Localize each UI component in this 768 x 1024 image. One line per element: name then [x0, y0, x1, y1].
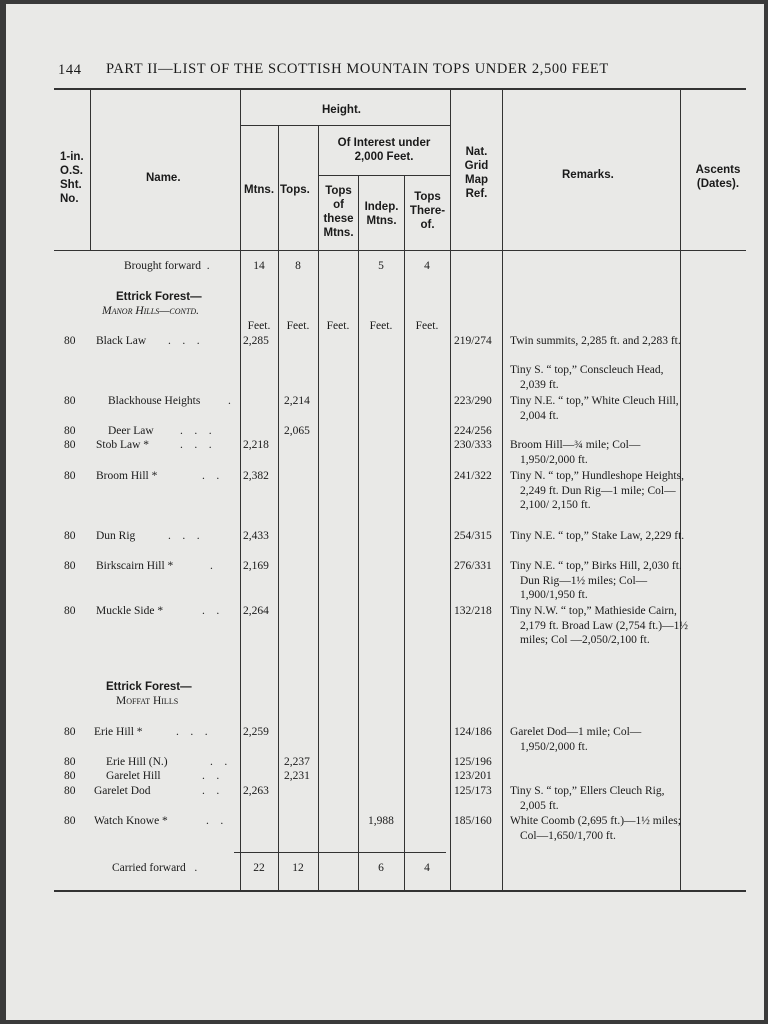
- brought-forward-label: Brought forward .: [124, 260, 210, 272]
- row-mtns: 2,285: [243, 335, 269, 347]
- row-name: Birkscairn Hill *: [96, 560, 174, 572]
- page-number: 144: [58, 62, 82, 78]
- row-grid: 241/322: [454, 470, 492, 482]
- interest-rule: [318, 175, 450, 176]
- col-divider: [90, 90, 91, 250]
- row-name: Erie Hill (N.): [106, 756, 168, 768]
- leader-dots: . . .: [176, 726, 208, 738]
- row-name: Dun Rig: [96, 530, 136, 542]
- row-tops: 2,214: [284, 395, 310, 407]
- col-divider: [240, 90, 241, 890]
- row-sheet: 80: [64, 335, 76, 347]
- row-remark: Tiny N.E. “ top,” Birks Hill, 2,030 ft. Dun Rig—1½ miles; Col—1,900/1,950 ft.: [510, 560, 682, 601]
- row-name: Black Law: [96, 335, 147, 347]
- top-rule: [54, 88, 746, 90]
- row-tops: 2,231: [284, 770, 310, 782]
- header-name: Name.: [146, 172, 181, 184]
- row-name: Erie Hill *: [94, 726, 143, 738]
- carried-forward-tops-thereof: 4: [424, 862, 430, 874]
- leader-dots: . .: [202, 785, 220, 797]
- row-tops: 2,237: [284, 756, 310, 768]
- unit-tops-these: Feet.: [326, 320, 350, 332]
- row-name: Garelet Hill: [106, 770, 161, 782]
- row-grid: 132/218: [454, 605, 492, 617]
- row-sheet: 80: [64, 425, 76, 437]
- row-sheet: 80: [64, 726, 76, 738]
- row-sheet: 80: [64, 439, 76, 451]
- leader-dots: . .: [210, 756, 228, 768]
- brought-forward-mtns: 14: [253, 260, 265, 272]
- row-remark: Tiny N.W. “ top,” Mathieside Cairn, 2,179 ft. Broad Law (2,754 ft.)—1½ miles; Col —2,050/2,100 ft.: [510, 605, 688, 646]
- row-grid: 224/256: [454, 425, 492, 437]
- header-interest: Of Interest under 2,000 Feet.: [337, 137, 431, 163]
- bottom-rule: [54, 890, 746, 892]
- unit-tops: Feet.: [286, 320, 310, 332]
- leader-dots: . . .: [168, 530, 200, 542]
- brought-forward-indep: 5: [378, 260, 384, 272]
- row-name: Garelet Dod: [94, 785, 151, 797]
- leader-dots: .: [210, 560, 213, 572]
- header-bottom-rule: [54, 250, 746, 251]
- row-name: Broom Hill *: [96, 470, 158, 482]
- leader-dots: . . .: [180, 439, 212, 451]
- row-sheet: 80: [64, 605, 76, 617]
- section-title: Ettrick Forest—: [116, 291, 202, 303]
- row-sheet: 80: [64, 560, 76, 572]
- row-mtns: 2,264: [243, 605, 269, 617]
- row-sheet: 80: [64, 756, 76, 768]
- row-grid: 185/160: [454, 815, 492, 827]
- row-remark: Tiny N. “ top,” Hundleshope Heights, 2,249 ft. Dun Rig—1 mile; Col—2,100/ 2,150 ft.: [510, 470, 684, 511]
- row-sheet: 80: [64, 530, 76, 542]
- header-tops-these: Tops of these Mtns.: [323, 185, 354, 239]
- row-sheet: 80: [64, 770, 76, 782]
- section-subtitle: Manor Hills—contd.: [102, 305, 199, 317]
- row-grid: 230/333: [454, 439, 492, 451]
- book-page: [6, 4, 764, 1020]
- row-grid: 123/201: [454, 770, 492, 782]
- row-mtns: 2,169: [243, 560, 269, 572]
- row-mtns: 2,382: [243, 470, 269, 482]
- leader-dots: . . .: [180, 425, 212, 437]
- leader-dots: . . .: [168, 335, 200, 347]
- row-sheet: 80: [64, 785, 76, 797]
- row-grid: 219/274: [454, 335, 492, 347]
- header-tops-thereof: Tops There- of.: [409, 191, 446, 231]
- unit-indep: Feet.: [369, 320, 393, 332]
- header-mtns: Mtns.: [244, 184, 275, 196]
- row-name: Deer Law: [108, 425, 154, 437]
- col-divider: [318, 126, 319, 890]
- col-divider: [502, 90, 503, 890]
- header-height: Height.: [322, 104, 361, 116]
- unit-tops-thereof: Feet.: [415, 320, 439, 332]
- row-grid: 223/290: [454, 395, 492, 407]
- leader-dots: . .: [202, 770, 220, 782]
- col-divider: [358, 176, 359, 890]
- header-grid: Nat. Grid Map Ref.: [464, 146, 489, 200]
- row-name: Stob Law *: [96, 439, 150, 451]
- running-title: PART II—LIST OF THE SCOTTISH MOUNTAIN TOPS UNDER 2,500 FEET: [106, 61, 609, 77]
- row-remark: Twin summits, 2,285 ft. and 2,283 ft.: [510, 335, 681, 347]
- carried-rule: [234, 852, 446, 853]
- row-remark: Tiny N.E. “ top,” White Cleuch Hill, 2,004 ft.: [510, 395, 679, 422]
- row-tops: 2,065: [284, 425, 310, 437]
- row-name: Blackhouse Heights: [108, 395, 201, 407]
- row-grid: 276/331: [454, 560, 492, 572]
- row-name: Watch Knowe *: [94, 815, 168, 827]
- row-sheet: 80: [64, 395, 76, 407]
- row-sheet: 80: [64, 815, 76, 827]
- section-title: Ettrick Forest—: [106, 681, 192, 693]
- brought-forward-tops: 8: [295, 260, 301, 272]
- leader-dots: .: [228, 395, 231, 407]
- col-divider: [450, 90, 451, 890]
- row-remark: Tiny S. “ top,” Ellers Cleuch Rig, 2,005 ft.: [510, 785, 665, 812]
- section-subtitle: Moffat Hills: [116, 695, 179, 707]
- row-remark: Tiny N.E. “ top,” Stake Law, 2,229 ft.: [510, 530, 685, 542]
- col-divider: [404, 176, 405, 890]
- row-indep: 1,988: [368, 815, 394, 827]
- carried-forward-indep: 6: [378, 862, 384, 874]
- row-grid: 254/315: [454, 530, 492, 542]
- row-remark: White Coomb (2,695 ft.)—1½ miles; Col—1,650/1,700 ft.: [510, 815, 681, 842]
- col-divider: [278, 126, 279, 890]
- row-mtns: 2,259: [243, 726, 269, 738]
- carried-forward-tops: 12: [292, 862, 304, 874]
- carried-forward-label: Carried forward .: [112, 862, 198, 874]
- brought-forward-tops-thereof: 4: [424, 260, 430, 272]
- leader-dots: . .: [206, 815, 224, 827]
- row-remark: Broom Hill—¾ mile; Col—1,950/2,000 ft.: [510, 439, 641, 466]
- row-mtns: 2,433: [243, 530, 269, 542]
- row-grid: 125/173: [454, 785, 492, 797]
- header-sheet: 1-in. O.S. Sht. No.: [60, 151, 84, 205]
- leader-dots: . .: [202, 605, 220, 617]
- row-mtns: 2,263: [243, 785, 269, 797]
- height-rule: [240, 125, 450, 126]
- header-ascents: Ascents (Dates).: [695, 164, 741, 190]
- row-grid: 124/186: [454, 726, 492, 738]
- row-remark: Tiny S. “ top,” Conscleuch Head, 2,039 ft.: [510, 364, 664, 391]
- leader-dots: . .: [202, 470, 220, 482]
- row-remark: Garelet Dod—1 mile; Col—1,950/2,000 ft.: [510, 726, 642, 753]
- header-remarks: Remarks.: [562, 169, 614, 181]
- row-grid: 125/196: [454, 756, 492, 768]
- row-mtns: 2,218: [243, 439, 269, 451]
- row-sheet: 80: [64, 470, 76, 482]
- header-indep: Indep. Mtns.: [364, 201, 399, 227]
- row-name: Muckle Side *: [96, 605, 164, 617]
- unit-mtns: Feet.: [247, 320, 271, 332]
- header-tops: Tops.: [280, 184, 310, 196]
- carried-forward-mtns: 22: [253, 862, 265, 874]
